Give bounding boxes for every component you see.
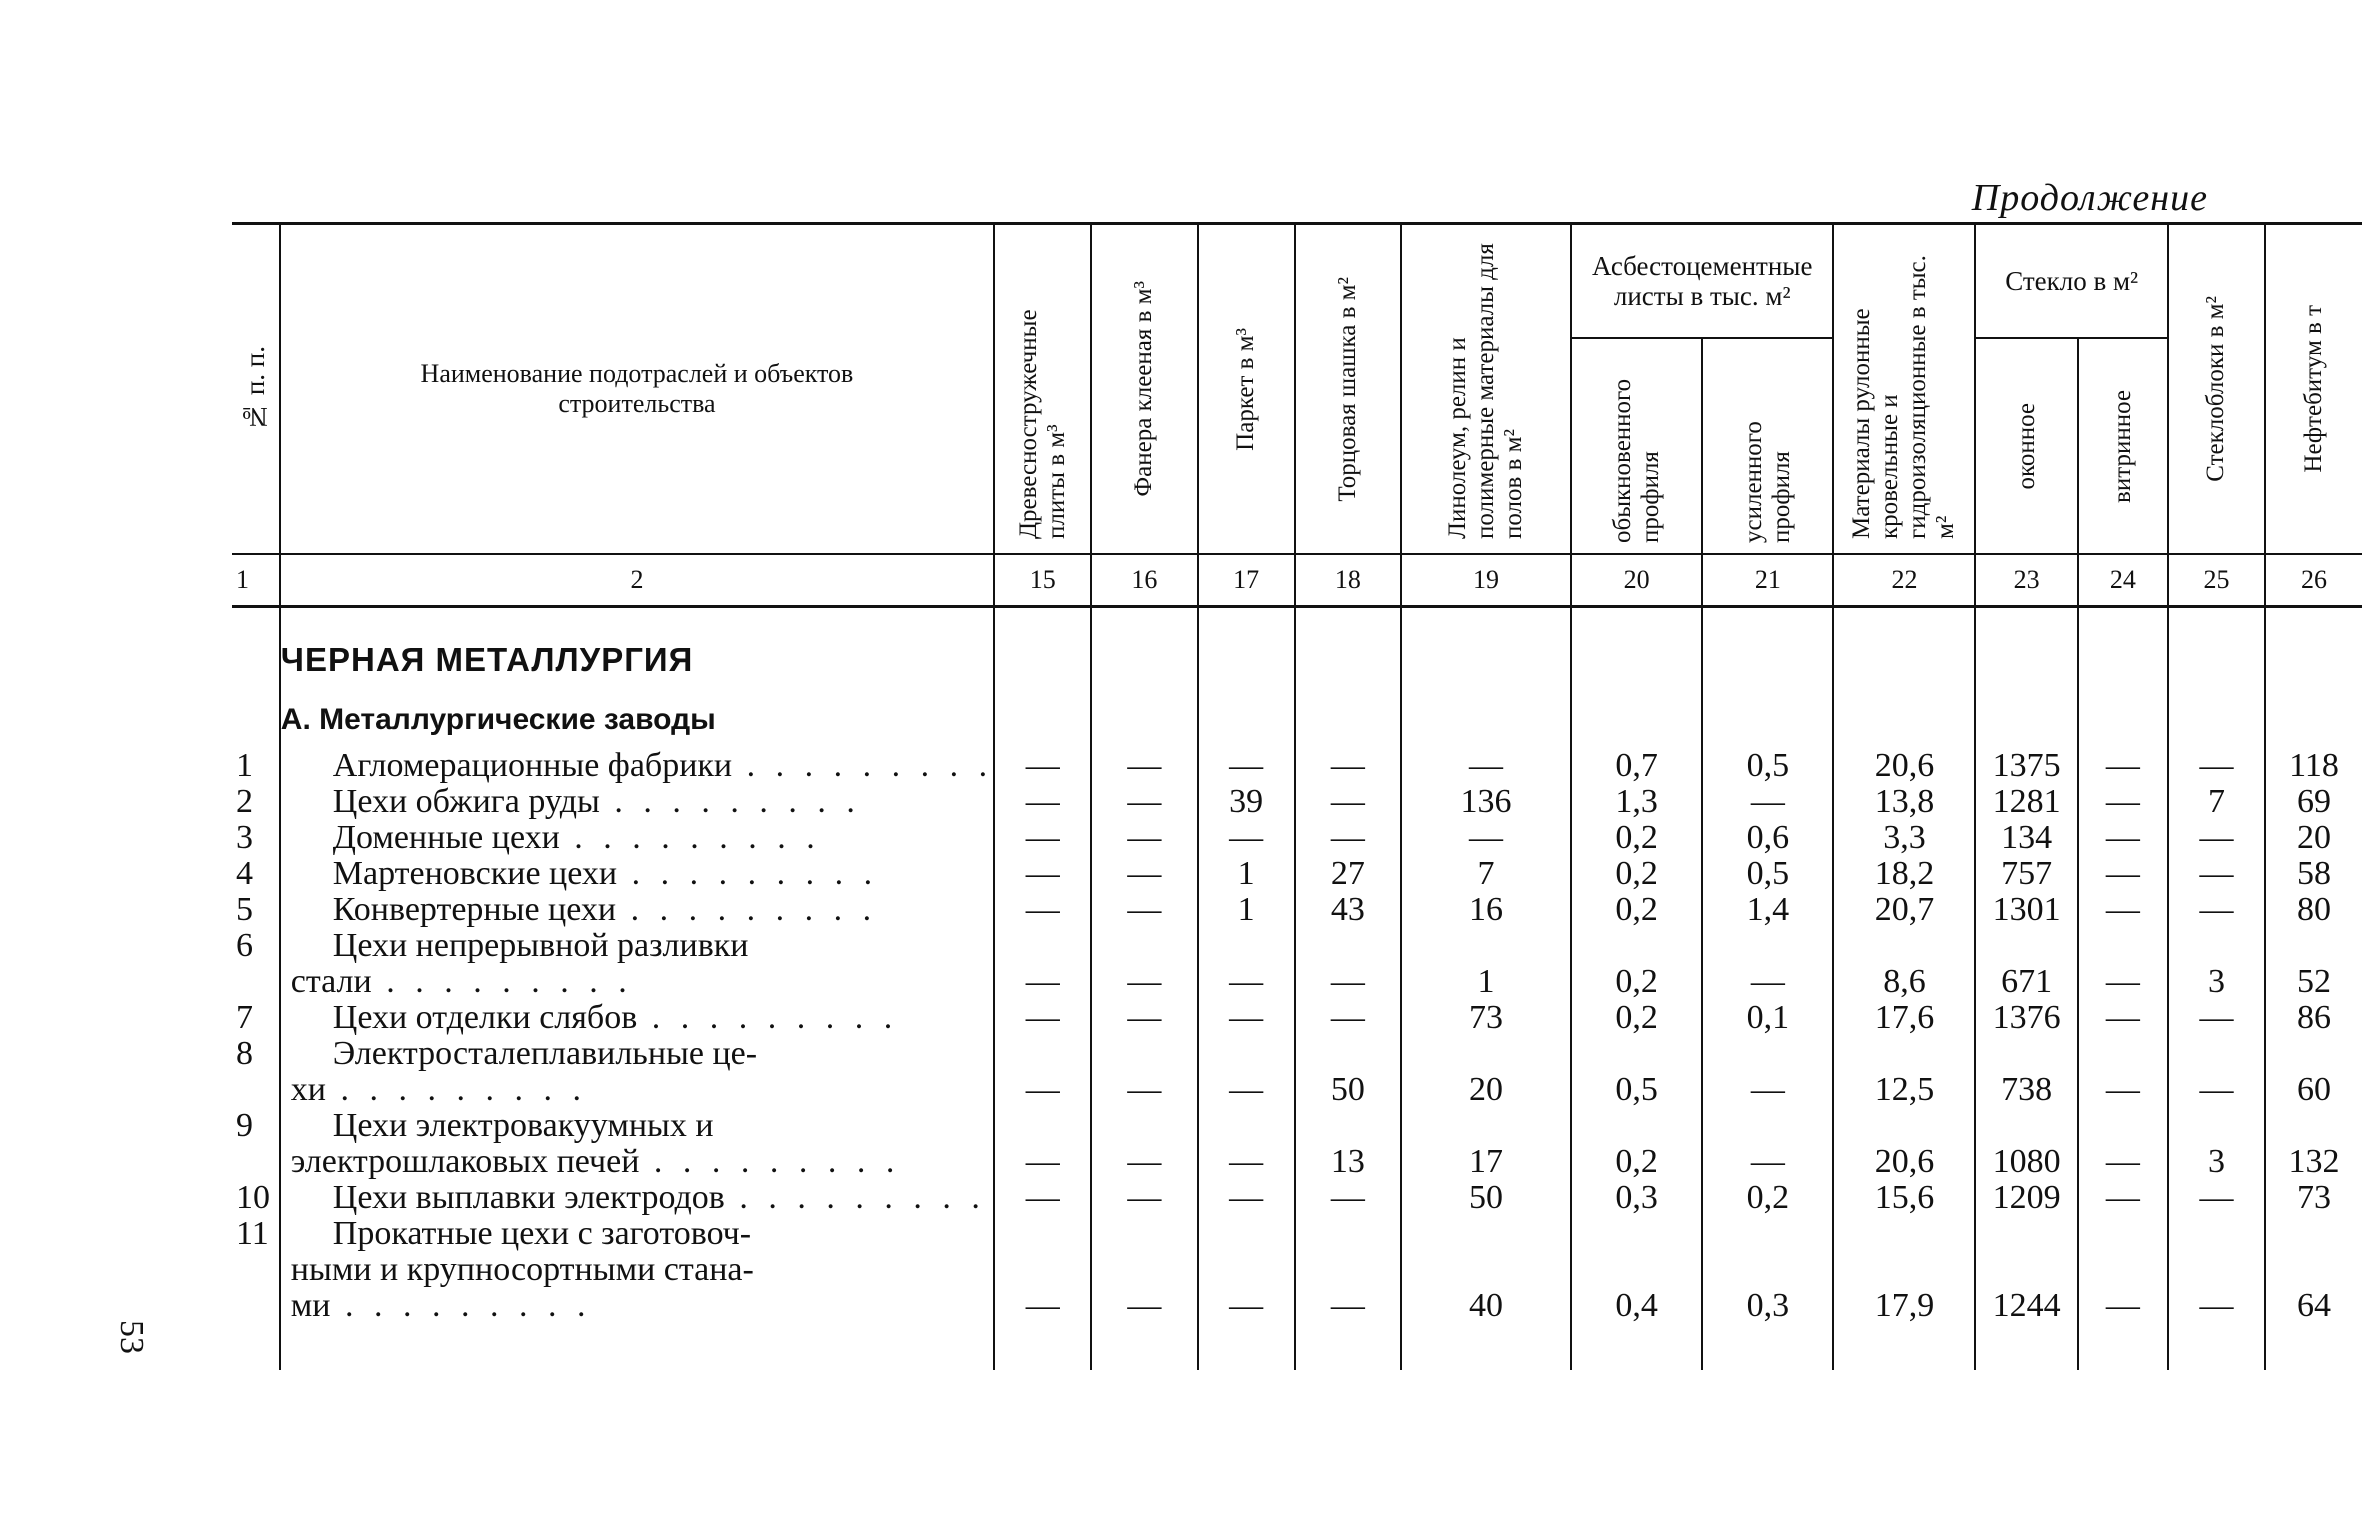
- cell-value: —: [1295, 1000, 1401, 1036]
- header-col-16: Фанера клееная в м³: [1091, 224, 1197, 555]
- cell-value: 1281: [1975, 784, 2077, 820]
- row-number: 2: [236, 783, 253, 820]
- cell-value: 8,6: [1833, 964, 1975, 1000]
- row-name: Цехи отделки слябов . . . . . . . . .: [280, 1000, 994, 1036]
- row-number: 11: [236, 1215, 269, 1252]
- column-number: 23: [1975, 554, 2077, 607]
- header-group-asbestos: Асбестоцементные листы в тыс. м²: [1571, 224, 1833, 339]
- cell-value: —: [2078, 1180, 2168, 1216]
- cell-value: [1702, 1036, 1833, 1072]
- cell-value: —: [1091, 892, 1197, 928]
- cell-value: 0,4: [1571, 1288, 1702, 1324]
- table-row: [232, 1288, 2362, 1324]
- cell-value: 3: [2168, 1144, 2265, 1180]
- cell-value: 80: [2265, 892, 2362, 928]
- cell-value: —: [994, 1000, 1091, 1036]
- leader-dots: . . . . . . . . .: [732, 748, 994, 784]
- row-name: Цехи выплавки электродов . . . . . . . . .: [280, 1180, 994, 1216]
- table-header: [232, 224, 2362, 555]
- cell-value: 0,6: [1702, 820, 1833, 856]
- cell-value: 1: [1401, 964, 1571, 1000]
- cell-value: —: [1295, 964, 1401, 1000]
- column-number: 16: [1091, 554, 1197, 607]
- cell-value: —: [1091, 856, 1197, 892]
- cell-value: 0,2: [1571, 820, 1702, 856]
- cell-value: 16: [1401, 892, 1571, 928]
- cell-value: 73: [1401, 1000, 1571, 1036]
- cell-value: —: [994, 1180, 1091, 1216]
- column-number: 26: [2265, 554, 2362, 607]
- cell-value: 0,5: [1702, 748, 1833, 784]
- header-col-17: Паркет в м³: [1198, 224, 1295, 555]
- row-name: Электросталеплавильные це-: [280, 1036, 994, 1072]
- cell-value: —: [2078, 1072, 2168, 1108]
- cell-value: [1401, 928, 1571, 964]
- cell-value: —: [1295, 784, 1401, 820]
- row-number: [232, 1288, 280, 1324]
- cell-value: —: [994, 892, 1091, 928]
- cell-value: [1091, 1252, 1197, 1288]
- header-col-25: Стеклоблоки в м²: [2168, 224, 2265, 555]
- cell-value: [2078, 1252, 2168, 1288]
- cell-value: —: [1198, 1072, 1295, 1108]
- cell-value: [1401, 1252, 1571, 1288]
- cell-value: 15,6: [1833, 1180, 1975, 1216]
- cell-value: —: [2168, 892, 2265, 928]
- cell-value: 17,6: [1833, 1000, 1975, 1036]
- row-number: [232, 1144, 280, 1180]
- page-number: 53: [113, 1320, 150, 1354]
- cell-value: [1198, 1216, 1295, 1252]
- cell-value: [1702, 1252, 1833, 1288]
- row-name: стали . . . . . . . . .: [280, 964, 994, 1000]
- cell-value: 738: [1975, 1072, 2077, 1108]
- row-name: Доменные цехи . . . . . . . . .: [280, 820, 994, 856]
- cell-value: 132: [2265, 1144, 2362, 1180]
- header-group-glass: Стекло в м²: [1975, 224, 2167, 339]
- cell-value: —: [994, 820, 1091, 856]
- cell-value: —: [1198, 964, 1295, 1000]
- section-title: ЧЕРНАЯ МЕТАЛЛУРГИЯ: [280, 628, 994, 692]
- cell-value: 43: [1295, 892, 1401, 928]
- header-col-name: Наименование подотраслей и объектов строительства: [280, 224, 994, 555]
- leader-dots: . . . . . . . . .: [724, 1180, 986, 1216]
- cell-value: —: [1702, 964, 1833, 1000]
- cell-value: [1833, 1216, 1975, 1252]
- cell-value: —: [1091, 784, 1197, 820]
- column-number: 22: [1833, 554, 1975, 607]
- cell-value: [2078, 928, 2168, 964]
- subsection-row: [232, 692, 2362, 748]
- cell-value: 1080: [1975, 1144, 2077, 1180]
- row-name: электрошлаковых печей . . . . . . . . .: [280, 1144, 994, 1180]
- column-number: 19: [1401, 554, 1571, 607]
- leader-dots: . . . . . . . . .: [559, 820, 821, 856]
- cell-value: [1571, 1108, 1702, 1144]
- leader-dots: . . . . . . . . .: [599, 784, 861, 820]
- column-number: 18: [1295, 554, 1401, 607]
- table-body: [232, 554, 2362, 1370]
- table-row: [232, 892, 2362, 928]
- cell-value: [1571, 928, 1702, 964]
- cell-value: —: [2078, 1288, 2168, 1324]
- cell-value: [1401, 1216, 1571, 1252]
- cell-value: 20: [1401, 1072, 1571, 1108]
- row-name: Цехи непрерывной разливки: [280, 928, 994, 964]
- continuation-label: Продолжение: [1971, 177, 2208, 219]
- cell-value: —: [1091, 748, 1197, 784]
- cell-value: 0,2: [1571, 1144, 1702, 1180]
- cell-value: [1091, 928, 1197, 964]
- cell-value: [1198, 928, 1295, 964]
- cell-value: —: [2168, 856, 2265, 892]
- row-number: 1: [236, 747, 253, 784]
- cell-value: —: [1091, 1000, 1197, 1036]
- cell-value: —: [1091, 1180, 1197, 1216]
- cell-value: —: [994, 748, 1091, 784]
- cell-value: 18,2: [1833, 856, 1975, 892]
- table-row: [232, 748, 2362, 784]
- cell-value: [1975, 1216, 2077, 1252]
- cell-value: [1702, 1108, 1833, 1144]
- row-number: 3: [236, 819, 253, 856]
- leader-dots: . . . . . . . . .: [371, 964, 633, 1000]
- cell-value: [994, 1216, 1091, 1252]
- cell-value: 39: [1198, 784, 1295, 820]
- cell-value: [2078, 1216, 2168, 1252]
- cell-value: —: [1198, 1288, 1295, 1324]
- row-number: [232, 1072, 280, 1108]
- cell-value: —: [1198, 1000, 1295, 1036]
- cell-value: 1,4: [1702, 892, 1833, 928]
- cell-value: 58: [2265, 856, 2362, 892]
- cell-value: [1571, 1036, 1702, 1072]
- table-row: [232, 1252, 2362, 1288]
- cell-value: —: [1198, 748, 1295, 784]
- row-name: ми . . . . . . . . .: [280, 1288, 994, 1324]
- cell-value: —: [1295, 820, 1401, 856]
- cell-value: 757: [1975, 856, 2077, 892]
- column-number-row: [232, 554, 2362, 607]
- cell-value: 0,5: [1702, 856, 1833, 892]
- cell-value: —: [2168, 1288, 2265, 1324]
- cell-value: —: [994, 964, 1091, 1000]
- row-number: [232, 964, 280, 1000]
- cell-value: 1376: [1975, 1000, 2077, 1036]
- cell-value: 13: [1295, 1144, 1401, 1180]
- table-row: [232, 1036, 2362, 1072]
- cell-value: [2168, 1252, 2265, 1288]
- table-row: [232, 1144, 2362, 1180]
- header-col-no: № п. п.: [232, 224, 280, 555]
- table-row: [232, 928, 2362, 964]
- cell-value: —: [1091, 820, 1197, 856]
- table-row: [232, 820, 2362, 856]
- cell-value: —: [1295, 1288, 1401, 1324]
- cell-value: [1295, 928, 1401, 964]
- cell-value: [1295, 1252, 1401, 1288]
- cell-value: 20,7: [1833, 892, 1975, 928]
- cell-value: 1209: [1975, 1180, 2077, 1216]
- row-name: Агломерационные фабрики . . . . . . . . .: [280, 748, 994, 784]
- cell-value: 0,2: [1571, 892, 1702, 928]
- header-col-23: оконное: [1975, 338, 2077, 554]
- cell-value: —: [2168, 1180, 2265, 1216]
- table-row: [232, 784, 2362, 820]
- cell-value: [1198, 1252, 1295, 1288]
- cell-value: 27: [1295, 856, 1401, 892]
- cell-value: [1975, 928, 2077, 964]
- cell-value: 0,2: [1571, 856, 1702, 892]
- cell-value: 0,1: [1702, 1000, 1833, 1036]
- cell-value: —: [994, 856, 1091, 892]
- cell-value: 0,3: [1702, 1288, 1833, 1324]
- cell-value: 69: [2265, 784, 2362, 820]
- cell-value: [2168, 1036, 2265, 1072]
- cell-value: [994, 928, 1091, 964]
- table-row: [232, 964, 2362, 1000]
- cell-value: [1833, 928, 1975, 964]
- cell-value: 3: [2168, 964, 2265, 1000]
- cell-value: [2265, 1216, 2362, 1252]
- row-number: 5: [236, 891, 253, 928]
- cell-value: —: [1702, 784, 1833, 820]
- header-col-22: Материалы рулонные кровельные и гидроизоляционные в тыс. м²: [1833, 224, 1975, 555]
- cell-value: [1091, 1036, 1197, 1072]
- cell-value: 7: [2168, 784, 2265, 820]
- cell-value: —: [2078, 820, 2168, 856]
- cell-value: 12,5: [1833, 1072, 1975, 1108]
- row-number: 8: [236, 1035, 253, 1072]
- cell-value: 0,2: [1702, 1180, 1833, 1216]
- cell-value: 0,5: [1571, 1072, 1702, 1108]
- row-number: 10: [236, 1179, 270, 1216]
- row-name: Конвертерные цехи . . . . . . . . .: [280, 892, 994, 928]
- leader-dots: . . . . . . . . .: [639, 1144, 901, 1180]
- cell-value: —: [1091, 1072, 1197, 1108]
- cell-value: [2078, 1108, 2168, 1144]
- column-number: 25: [2168, 554, 2265, 607]
- cell-value: [1198, 1108, 1295, 1144]
- cell-value: —: [2078, 748, 2168, 784]
- cell-value: 7: [1401, 856, 1571, 892]
- cell-value: 0,2: [1571, 964, 1702, 1000]
- cell-value: —: [2078, 1144, 2168, 1180]
- cell-value: [994, 1036, 1091, 1072]
- cell-value: [1975, 1108, 2077, 1144]
- row-number: [232, 1252, 280, 1288]
- cell-value: 13,8: [1833, 784, 1975, 820]
- row-number: 6: [236, 927, 253, 964]
- cell-value: 136: [1401, 784, 1571, 820]
- column-number: 1: [232, 554, 280, 607]
- cell-value: —: [2078, 1000, 2168, 1036]
- cell-value: 1: [1198, 892, 1295, 928]
- cell-value: [2265, 928, 2362, 964]
- cell-value: —: [994, 784, 1091, 820]
- column-number: 2: [280, 554, 994, 607]
- cell-value: —: [2078, 856, 2168, 892]
- cell-value: —: [1091, 964, 1197, 1000]
- cell-value: —: [1401, 748, 1571, 784]
- cell-value: [1295, 1036, 1401, 1072]
- row-name: ными и крупносортными стана-: [280, 1252, 994, 1288]
- leader-dots: . . . . . . . . .: [330, 1288, 592, 1324]
- header-col-19: Линолеум, релин и полимерные материалы для полов в м²: [1401, 224, 1571, 555]
- cell-value: [1833, 1036, 1975, 1072]
- cell-value: —: [1401, 820, 1571, 856]
- cell-value: —: [994, 1144, 1091, 1180]
- leader-dots: . . . . . . . . .: [616, 892, 878, 928]
- column-number: 21: [1702, 554, 1833, 607]
- column-number: 24: [2078, 554, 2168, 607]
- cell-value: —: [1091, 1144, 1197, 1180]
- cell-value: 50: [1295, 1072, 1401, 1108]
- cell-value: —: [994, 1072, 1091, 1108]
- cell-value: [1975, 1252, 2077, 1288]
- cell-value: [1975, 1036, 2077, 1072]
- cell-value: —: [1091, 1288, 1197, 1324]
- cell-value: 64: [2265, 1288, 2362, 1324]
- cell-value: —: [2078, 892, 2168, 928]
- row-name: Цехи электровакуумных и: [280, 1108, 994, 1144]
- cell-value: 3,3: [1833, 820, 1975, 856]
- cell-value: —: [2168, 820, 2265, 856]
- header-col-18: Торцовая шашка в м²: [1295, 224, 1401, 555]
- cell-value: —: [2078, 964, 2168, 1000]
- cell-value: —: [1295, 748, 1401, 784]
- cell-value: 73: [2265, 1180, 2362, 1216]
- cell-value: [1571, 1216, 1702, 1252]
- cell-value: [1401, 1108, 1571, 1144]
- cell-value: [2078, 1036, 2168, 1072]
- cell-value: 17: [1401, 1144, 1571, 1180]
- section-row: [232, 628, 2362, 692]
- header-col-20: обыкновенного профиля: [1571, 338, 1702, 554]
- cell-value: [1571, 1252, 1702, 1288]
- cell-value: —: [1702, 1072, 1833, 1108]
- cell-value: 20,6: [1833, 1144, 1975, 1180]
- cell-value: 1,3: [1571, 784, 1702, 820]
- cell-value: [2168, 1108, 2265, 1144]
- row-name: хи . . . . . . . . .: [280, 1072, 994, 1108]
- column-number: 17: [1198, 554, 1295, 607]
- cell-value: 1: [1198, 856, 1295, 892]
- leader-dots: . . . . . . . . .: [325, 1072, 587, 1108]
- cell-value: —: [1198, 1144, 1295, 1180]
- cell-value: 134: [1975, 820, 2077, 856]
- cell-value: 1375: [1975, 748, 2077, 784]
- cell-value: 118: [2265, 748, 2362, 784]
- cell-value: —: [2168, 748, 2265, 784]
- row-number: 9: [236, 1107, 253, 1144]
- row-name: Мартеновские цехи . . . . . . . . .: [280, 856, 994, 892]
- cell-value: [1091, 1108, 1197, 1144]
- row-number: 4: [236, 855, 253, 892]
- cell-value: [1401, 1036, 1571, 1072]
- header-col-21: усиленного профиля: [1702, 338, 1833, 554]
- cell-value: 60: [2265, 1072, 2362, 1108]
- cell-value: 17,9: [1833, 1288, 1975, 1324]
- leader-dots: . . . . . . . . .: [617, 856, 879, 892]
- header-col-15: Древесностружечные плиты в м³: [994, 224, 1091, 555]
- cell-value: —: [1198, 1180, 1295, 1216]
- cell-value: [1702, 928, 1833, 964]
- cell-value: 50: [1401, 1180, 1571, 1216]
- cell-value: —: [1295, 1180, 1401, 1216]
- row-number: 7: [236, 999, 253, 1036]
- cell-value: —: [994, 1288, 1091, 1324]
- cell-value: —: [2168, 1000, 2265, 1036]
- cell-value: —: [2168, 1072, 2265, 1108]
- cell-value: [1198, 1036, 1295, 1072]
- cell-value: 86: [2265, 1000, 2362, 1036]
- cell-value: 0,2: [1571, 1000, 1702, 1036]
- table-row: [232, 1072, 2362, 1108]
- cell-value: [1295, 1216, 1401, 1252]
- cell-value: 20: [2265, 820, 2362, 856]
- table-row: [232, 1108, 2362, 1144]
- cell-value: 1301: [1975, 892, 2077, 928]
- cell-value: 0,3: [1571, 1180, 1702, 1216]
- cell-value: 40: [1401, 1288, 1571, 1324]
- column-number: 15: [994, 554, 1091, 607]
- cell-value: [1833, 1108, 1975, 1144]
- table-row: [232, 1000, 2362, 1036]
- cell-value: [1295, 1108, 1401, 1144]
- cell-value: —: [2078, 784, 2168, 820]
- cell-value: 52: [2265, 964, 2362, 1000]
- table-row: [232, 1180, 2362, 1216]
- cell-value: [2168, 1216, 2265, 1252]
- cell-value: [1702, 1216, 1833, 1252]
- cell-value: 20,6: [1833, 748, 1975, 784]
- cell-value: [1091, 1216, 1197, 1252]
- cell-value: [1833, 1252, 1975, 1288]
- row-name: Прокатные цехи с заготовоч-: [280, 1216, 994, 1252]
- cell-value: [2265, 1108, 2362, 1144]
- cell-value: [994, 1108, 1091, 1144]
- row-name: Цехи обжига руды . . . . . . . . .: [280, 784, 994, 820]
- header-col-26: Нефтебитум в т: [2265, 224, 2362, 555]
- header-col-24: витринное: [2078, 338, 2168, 554]
- cell-value: [2265, 1252, 2362, 1288]
- cell-value: —: [1702, 1144, 1833, 1180]
- cell-value: [2168, 928, 2265, 964]
- subsection-title: А. Металлургические заводы: [280, 692, 994, 748]
- table-row: [232, 1216, 2362, 1252]
- cell-value: [2265, 1036, 2362, 1072]
- column-number: 20: [1571, 554, 1702, 607]
- leader-dots: . . . . . . . . .: [637, 1000, 899, 1036]
- table-row: [232, 856, 2362, 892]
- cell-value: 671: [1975, 964, 2077, 1000]
- cell-value: 1244: [1975, 1288, 2077, 1324]
- cell-value: —: [1198, 820, 1295, 856]
- cell-value: [994, 1252, 1091, 1288]
- cell-value: 0,7: [1571, 748, 1702, 784]
- materials-table: [232, 222, 2362, 1370]
